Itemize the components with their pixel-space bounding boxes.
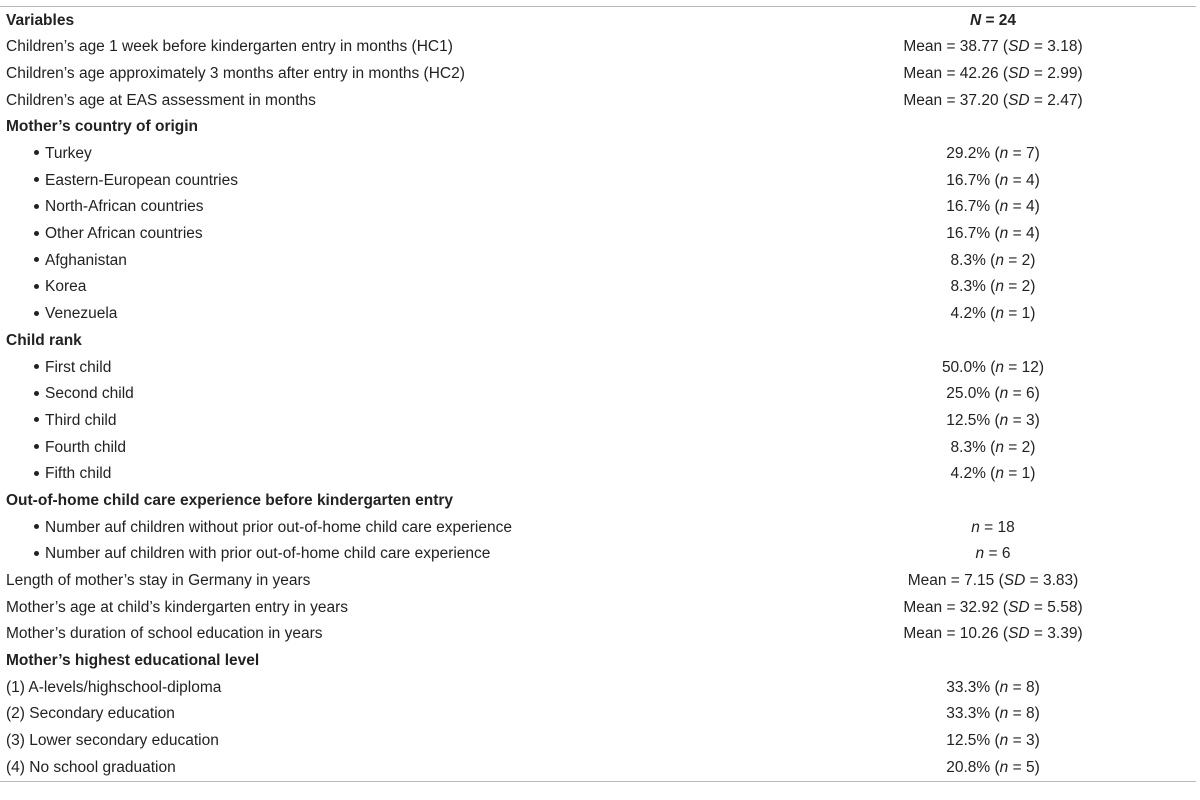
row-label-text: Number auf children with prior out-of-home child care experience [45,545,491,563]
row-label [0,247,800,274]
stat-text: 33.3% ( [946,705,1000,723]
stat-symbol: n [999,758,1009,776]
row-label-text: Mother’s highest educational level [6,652,260,670]
row-value [800,648,1196,675]
row-label-text: Children’s age approximately 3 months after entry in months (HC2) [6,64,465,82]
stat-text: 16.7% ( [946,171,1000,189]
row-label-text: Other African countries [45,225,203,243]
row-label [0,541,800,568]
stat-text: = 4) [1008,171,1040,189]
row-label-text: Venezuela [45,305,118,323]
stat-symbol: n [995,305,1004,323]
bullet-icon [34,417,39,422]
stat-text: = 5.58) [1029,598,1083,616]
demographics-table [0,7,1196,781]
stat-text: Mean = 7.15 ( [907,572,1004,590]
stat-text: Mean = 42.26 ( [903,64,1009,82]
row-value [800,594,1196,621]
row-label-text: Children’s age 1 week before kindergarten entry in months (HC1) [6,38,453,56]
row-label-text: Fourth child [45,438,126,456]
stat-text: Mean = 37.20 ( [903,91,1009,109]
bullet-icon [34,284,39,289]
stat-text: = 3.18) [1029,38,1083,56]
bullet-icon [34,150,39,155]
bullet-icon [34,444,39,449]
table-row [0,461,1196,488]
stat-text: = 1) [1003,465,1036,483]
stat-text: = 3.83) [1025,572,1079,590]
stat-symbol: n [995,465,1004,483]
stat-symbol: n [999,411,1009,429]
row-value [800,728,1196,755]
row-label-text: Out-of-home child care experience before kindergarten entry [6,491,454,509]
stat-text: 29.2% ( [946,145,1000,163]
stat-symbol: n [995,438,1004,456]
row-label-text: (4) No school graduation [6,758,176,776]
table-row [0,514,1196,541]
row-value [800,354,1196,381]
row-value [800,674,1196,701]
section-heading [0,114,800,141]
table-row [0,167,1196,194]
row-value [800,514,1196,541]
section-heading [0,648,800,675]
row-label [0,34,800,61]
stat-text: = 3) [1008,411,1040,429]
bullet-icon [34,551,39,556]
table-row [0,621,1196,648]
row-value [800,194,1196,221]
row-label [0,87,800,114]
table-row [0,194,1196,221]
stat-symbol: n [999,705,1009,723]
row-label [0,594,800,621]
stat-symbol: n [995,251,1004,269]
stat-text: = 3) [1008,732,1040,750]
section-row [0,114,1196,141]
stat-text: Mean = 32.92 ( [903,598,1009,616]
table-row [0,407,1196,434]
row-value [800,754,1196,781]
section-row [0,487,1196,514]
stat-symbol: n [999,198,1009,216]
stat-text: = 2) [1003,278,1036,296]
stat-text: = 2.47) [1029,91,1083,109]
row-value [800,567,1196,594]
row-value [800,274,1196,301]
row-label [0,754,800,781]
row-label [0,407,800,434]
stat-text: = 8) [1008,705,1040,723]
row-label [0,274,800,301]
row-label-text: Mother’s duration of school education in years [6,625,323,643]
row-value [800,541,1196,568]
table-row [0,674,1196,701]
stat-text: 8.3% ( [950,438,996,456]
row-value [800,247,1196,274]
table-row [0,247,1196,274]
table-row [0,567,1196,594]
row-label [0,354,800,381]
row-label [0,674,800,701]
table-row [0,434,1196,461]
row-label [0,167,800,194]
stat-symbol: SD [1008,598,1030,616]
section-row [0,648,1196,675]
table-row [0,301,1196,328]
bottom-rule [0,781,1196,782]
table-row [0,140,1196,167]
stat-symbol: n [999,732,1009,750]
row-label-text: Eastern-European countries [45,171,239,189]
row-value [800,327,1196,354]
section-heading [0,487,800,514]
row-label-text: Third child [45,411,117,429]
stat-symbol: SD [1008,625,1030,643]
stat-text: = 12) [1003,358,1045,376]
stat-text: = 4) [1008,198,1040,216]
header-n-symbol: N [969,11,982,29]
stat-text: Mean = 10.26 ( [903,625,1009,643]
header-n-value: = 24 [981,11,1017,29]
row-label-text: North-African countries [45,198,204,216]
stat-text: 16.7% ( [946,198,1000,216]
row-value [800,701,1196,728]
header-variables: Variables [6,11,75,29]
table-row [0,221,1196,248]
row-label [0,381,800,408]
row-label-text: Korea [45,278,87,296]
row-label [0,140,800,167]
stat-text: Mean = 38.77 ( [903,38,1009,56]
row-label-text: Number auf children without prior out-of-home child care experience [45,518,512,536]
stat-text: = 6) [1008,385,1040,403]
row-label [0,434,800,461]
row-label-text: (2) Secondary education [6,705,175,723]
bullet-icon [34,204,39,209]
bullet-icon [34,177,39,182]
bullet-icon [34,231,39,236]
stat-text: 4.2% ( [950,305,996,323]
table-row [0,594,1196,621]
row-label-text: Mother’s country of origin [6,118,199,136]
bullet-icon [34,391,39,396]
row-label [0,60,800,87]
row-value [800,487,1196,514]
row-value [800,34,1196,61]
row-label [0,514,800,541]
stat-text: 25.0% ( [946,385,1000,403]
row-label-text: Child rank [6,331,82,349]
demographics-table-container [0,6,1196,782]
stat-text: = 7) [1008,145,1040,163]
stat-text: 50.0% ( [941,358,996,376]
table-row [0,354,1196,381]
header-sample-size [800,7,1196,34]
row-label-text: Second child [45,385,134,403]
stat-text: 12.5% ( [946,411,1000,429]
row-value [800,60,1196,87]
stat-text: 4.2% ( [950,465,996,483]
stat-text: 12.5% ( [946,732,1000,750]
table-row [0,87,1196,114]
stat-text: = 1) [1003,305,1036,323]
row-label-text: (3) Lower secondary education [6,732,219,750]
table-row [0,381,1196,408]
stat-symbol: n [975,545,985,563]
row-value [800,221,1196,248]
section-row [0,327,1196,354]
stat-text: = 2) [1003,251,1036,269]
table-header-row [0,7,1196,34]
stat-text: = 18 [979,518,1015,536]
row-label-text: (1) A-levels/highschool-diploma [6,678,222,696]
row-label-text: Fifth child [45,465,112,483]
bullet-icon [34,471,39,476]
table-row [0,34,1196,61]
row-value [800,114,1196,141]
stat-text: 16.7% ( [946,225,1000,243]
stat-symbol: n [999,171,1009,189]
row-value [800,381,1196,408]
row-label-text: Afghanistan [45,251,127,269]
table-row [0,701,1196,728]
bullet-icon [34,311,39,316]
row-label [0,301,800,328]
stat-text: = 8) [1008,678,1040,696]
bullet-icon [34,524,39,529]
stat-text: = 2.99) [1029,64,1083,82]
bullet-icon [34,364,39,369]
stat-symbol: n [999,385,1009,403]
stat-symbol: SD [1008,38,1030,56]
row-label-text: Turkey [45,145,92,163]
stat-symbol: SD [1008,64,1030,82]
stat-symbol: n [971,518,980,536]
stat-symbol: SD [1008,91,1030,109]
row-value [800,461,1196,488]
stat-text: 8.3% ( [950,278,996,296]
stat-text: = 6 [984,545,1011,563]
table-row [0,60,1196,87]
table-body [0,7,1196,781]
stat-symbol: n [999,225,1009,243]
row-value [800,87,1196,114]
bullet-icon [34,257,39,262]
table-row [0,274,1196,301]
stat-symbol: SD [1003,572,1026,590]
row-label-text: First child [45,358,112,376]
row-value [800,407,1196,434]
stat-symbol: n [995,278,1004,296]
table-row [0,728,1196,755]
row-value [800,301,1196,328]
row-value [800,140,1196,167]
stat-symbol: n [995,358,1004,376]
row-label-text: Length of mother’s stay in Germany in years [6,572,311,590]
stat-text: = 4) [1008,225,1040,243]
row-value [800,167,1196,194]
table-row [0,541,1196,568]
stat-text: 33.3% ( [946,678,1000,696]
row-value [800,621,1196,648]
row-label [0,701,800,728]
stat-text: = 5) [1008,758,1040,776]
row-label [0,621,800,648]
table-row [0,754,1196,781]
stat-text: = 3.39) [1029,625,1083,643]
stat-symbol: n [999,678,1009,696]
row-value [800,434,1196,461]
row-label [0,194,800,221]
section-heading [0,327,800,354]
row-label [0,567,800,594]
stat-symbol: n [999,145,1009,163]
stat-text: 20.8% ( [946,758,1000,776]
row-label-text: Mother’s age at child’s kindergarten entry in years [6,598,349,616]
row-label [0,221,800,248]
stat-text: = 2) [1003,438,1036,456]
row-label-text: Children’s age at EAS assessment in months [6,91,316,109]
stat-text: 8.3% ( [950,251,996,269]
row-label [0,461,800,488]
row-label [0,728,800,755]
